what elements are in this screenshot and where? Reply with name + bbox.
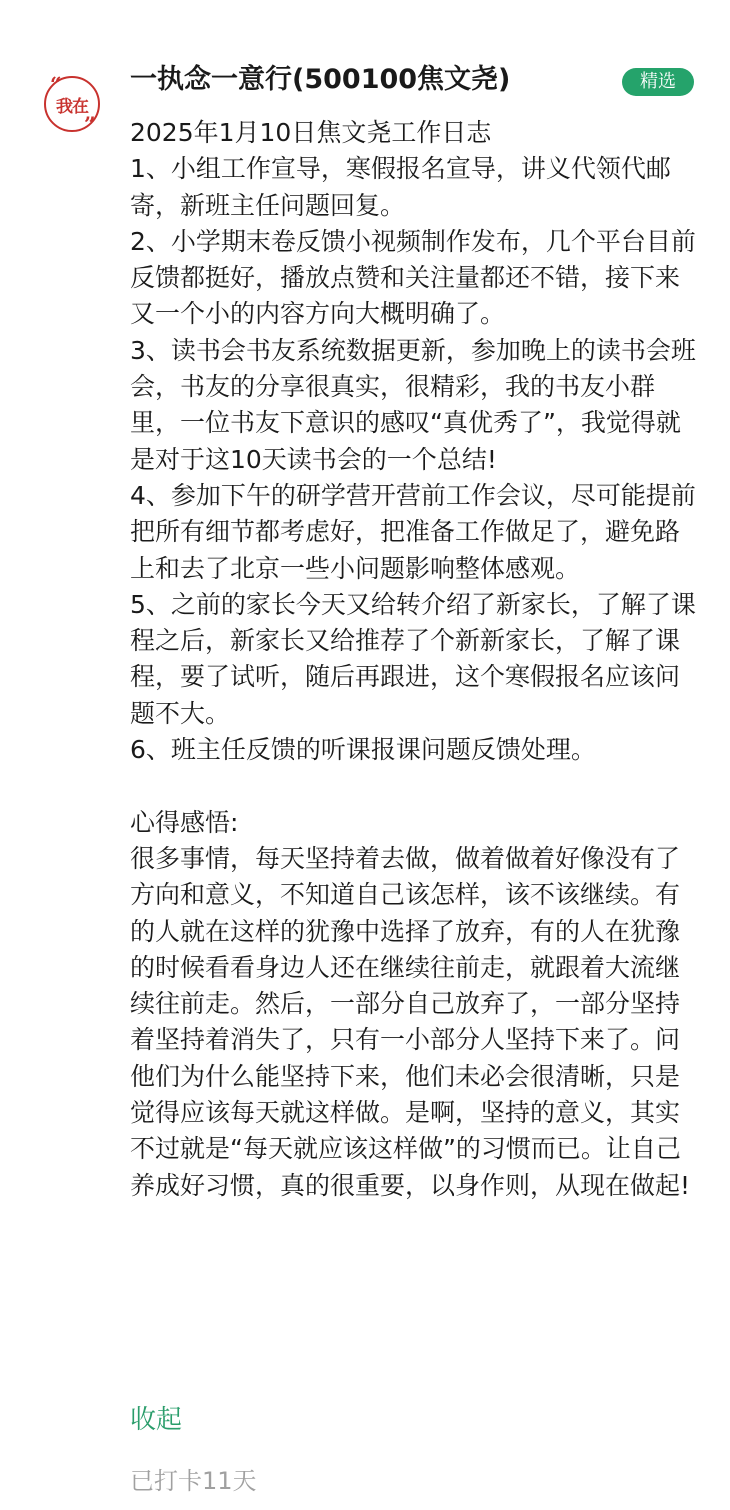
collapse-button[interactable]: 收起 [130, 1405, 183, 1435]
post-item-2: 2、小学期末卷反馈小视频制作发布，几个平台目前反馈都挺好，播放点赞和关注量都还不错，接下来又一个小的内容方向大概明确了。 [130, 226, 696, 329]
post-item-1: 1、小组工作宣导，寒假报名宣导，讲义代领代邮寄，新班主任问题回复。 [130, 154, 671, 220]
checkin-count: 已打卡11天 [130, 1467, 257, 1495]
post-content [130, 115, 698, 1204]
post-reflection-body: 很多事情，每天坚持着去做，做着做着好像没有了方向和意义，不知道自己该怎样，该不该继续。有的人就在这样的犹豫中选择了放弃，有的人在犹豫的时候看看身边人还在继续往前走，就跟着大流继续往前走。然后，一部分自己放弃了，一部分坚持着坚持着消失了，只有一小部分人坚持下来了。问他们为什么能坚持下来，他们未必会很清晰，只是觉得应该每天就这样做。是啊，坚持的意义，其实不过就是“每天就应该这样做”的习惯而已。让自己养成好习惯，真的很重要，以身作则，从现在做起! [130, 843, 691, 1200]
post-item-3: 3、读书会书友系统数据更新，参加晚上的读书会班会，书友的分享很真实，很精彩，我的书友小群里，一位书友下意识的感叹“真优秀了”，我觉得就是对于这10天读书会的一个总结! [130, 335, 696, 474]
avatar-text: 我在 [56, 96, 88, 117]
post-date-line: 2025年1月10日焦文尧工作日志 [130, 118, 492, 147]
avatar-quote-open-icon: “ [50, 72, 62, 96]
post-item-4: 4、参加下午的研学营开营前工作会议，尽可能提前把所有细节都考虑好，把准备工作做足了，避免路上和去了北京一些小问题影响整体感观。 [130, 480, 696, 583]
post-item-5: 5、之前的家长今天又给转介绍了新家长，了解了课程之后，新家长又给推荐了个新新家长，了解了课程，要了试听，随后再跟进，这个寒假报名应该问题不大。 [130, 589, 696, 728]
post-reflection-heading: 心得感悟: [130, 807, 239, 837]
featured-badge: 精选 [622, 68, 694, 96]
post-item-6: 6、班主任反馈的听课报课问题反馈处理。 [130, 735, 596, 765]
avatar-quote-close-icon: ” [84, 112, 96, 136]
username[interactable]: 一执念一意行(500100焦文尧) [130, 64, 511, 95]
post-blank-line [130, 768, 698, 804]
